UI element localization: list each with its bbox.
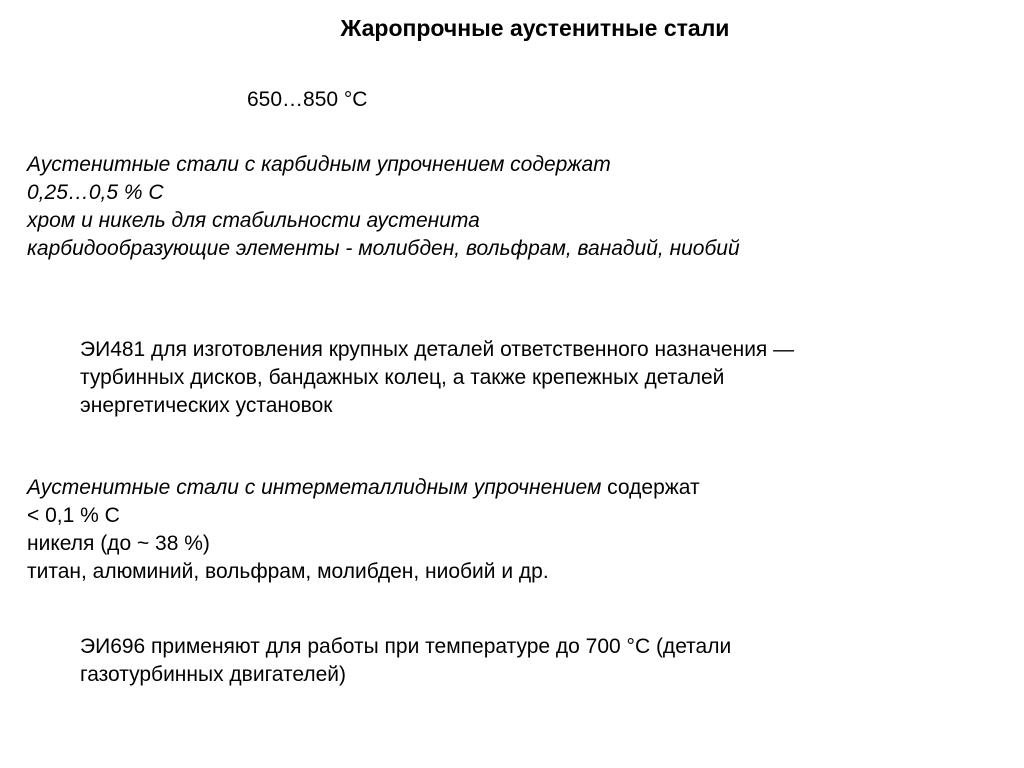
intermetallic-heading: [27, 474, 700, 502]
intermetallic-item: никеля (до ~ 38 %): [27, 532, 210, 555]
ei696-line: ЭИ696 применяют для работы при температуре до 700 °С (детали: [80, 635, 732, 658]
ei481-line: турбинных дисков, бандажных колец, а также крепежных деталей: [80, 366, 725, 389]
intermetallic-item: титан, алюминий, вольфрам, молибден, ниобий и др.: [27, 560, 549, 583]
ei481-line: энергетических установок: [80, 394, 333, 417]
intermetallic-steels-section: [27, 474, 700, 586]
carbide-item: 0,25…0,5 % С: [27, 181, 164, 204]
slide-title: Жаропрочные аустенитные стали: [340, 15, 730, 41]
ei481-paragraph: [80, 336, 794, 420]
carbide-item: хром и никель для стабильности аустенита: [27, 209, 480, 232]
intermetallic-heading-italic: Аустенитные стали с интерметаллидным упрочнением: [27, 476, 602, 499]
carbide-heading: Аустенитные стали с карбидным упрочнением содержат: [27, 153, 611, 176]
intermetallic-item: < 0,1 % С: [27, 504, 120, 527]
intermetallic-heading-regular: содержат: [601, 476, 700, 499]
temperature-range: 650…850 °С: [247, 88, 368, 111]
ei481-line: ЭИ481 для изготовления крупных деталей ответственного назначения —: [80, 338, 795, 361]
ei696-line: газотурбинных двигателей): [80, 663, 347, 686]
carbide-item: карбидообразующие элементы - молибден, вольфрам, ванадий, ниобий: [27, 237, 740, 260]
carbide-steels-section: [27, 151, 740, 263]
ei696-paragraph: [80, 633, 731, 689]
